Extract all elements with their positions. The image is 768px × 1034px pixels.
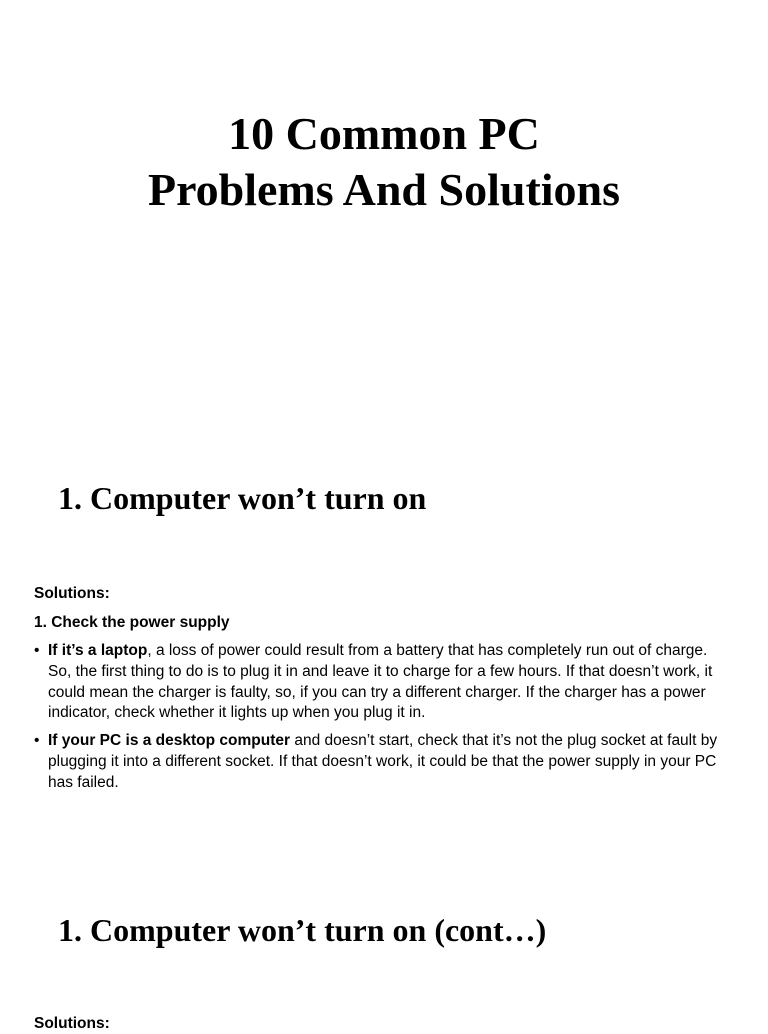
section-heading-continued: 1. Computer won’t turn on (cont…) [58,912,547,948]
bullet-item [34,641,734,724]
section-heading: 1. Computer won’t turn on [58,480,427,516]
bullet-emphasis: If it’s a laptop [48,642,148,659]
solution-bullet-list [34,641,734,801]
bullet-text: and doesn’t start, check that it’s not the plug socket at fault by plugging it into a different socket. If that doesn’t work, it could be that the power supply in your PC has failed. [48,732,718,791]
solution-step-title: 1. Check the power supply [34,614,230,631]
bullet-item [34,731,734,793]
page-title-line-2: Problems And Solutions [147,164,621,215]
page-title-line-1: 10 Common PC [228,108,540,159]
bullet-emphasis: If your PC is a desktop computer [48,732,291,750]
solutions-label-continued: Solutions: [34,1015,110,1032]
solutions-label: Solutions: [34,585,110,602]
bullet-text: , a loss of power could result from a battery that has completely run out of charge. So, the first thing to do is to plug it in and leave it to charge for a few hours. If that doesn’t work, it could mean the charger is faulty, so, if you can try a different charger. If the charger has a power indicator, check whether it lights up when you plug it in. [48,642,713,722]
bullet-marker: • [34,642,40,659]
bullet-marker: • [34,732,40,750]
